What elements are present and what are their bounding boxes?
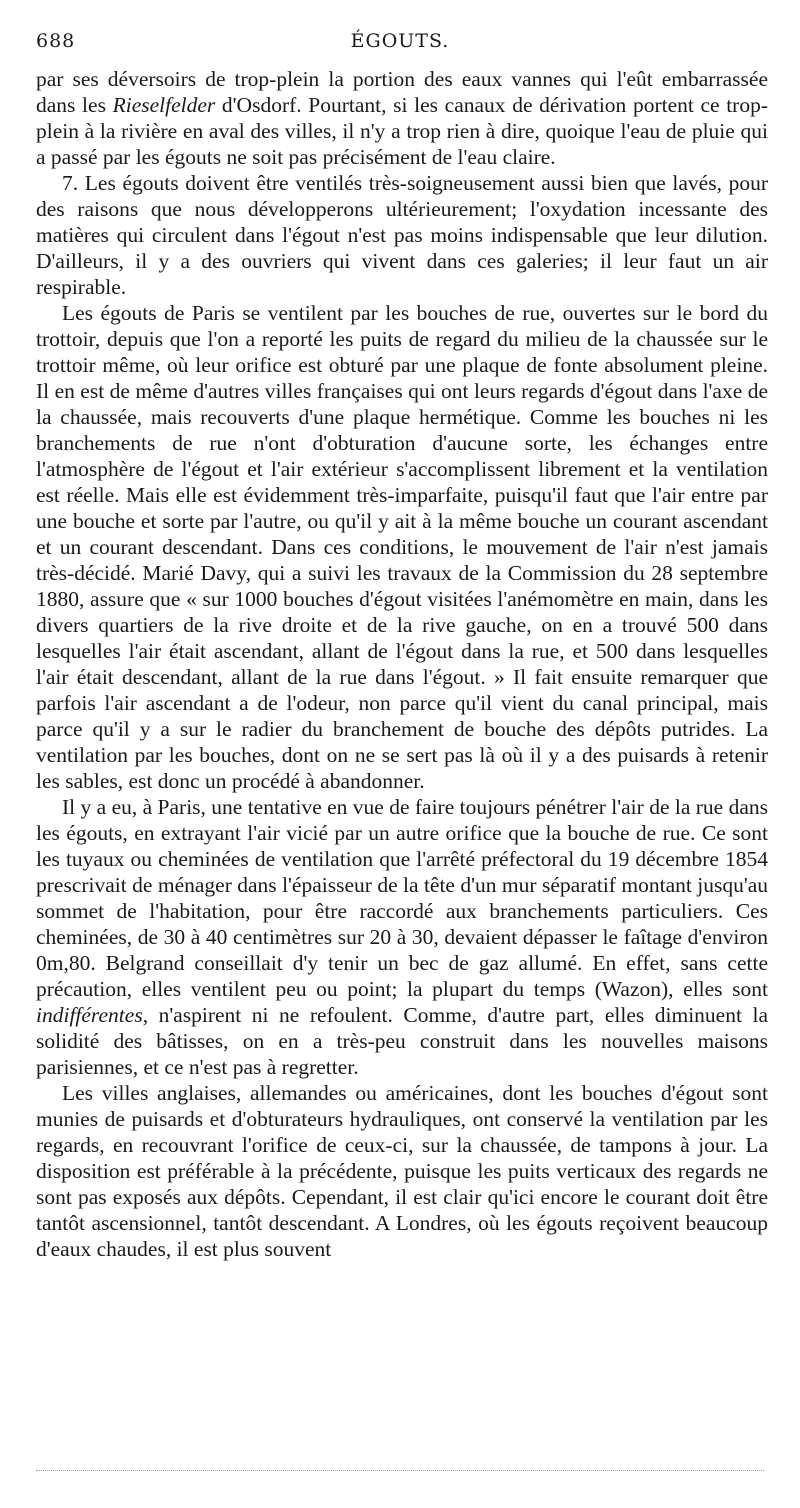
footer-dotted-rule — [36, 1470, 764, 1471]
paragraph — [36, 66, 768, 170]
italic-term: indifférentes — [36, 1003, 143, 1027]
paragraph — [36, 794, 768, 1080]
paragraph-text: par ses déversoirs de trop-plein la portion des eaux vannes qui l'eût embarrassée dans les — [36, 67, 768, 117]
paragraph — [36, 1080, 768, 1262]
paragraph-text: , n'aspirent ni ne refoulent. Comme, d'autre part, elles diminuent la solidité des bâtisses, on en a très-peu construit dans les nouvelles maisons parisiennes, et ce n'est pas à regretter. — [36, 1003, 768, 1079]
paragraph-text: 7. Les égouts doivent être ventilés très-soigneusement aussi bien que lavés, pour des raisons que nous développerons ultérieurement; l'oxydation incessante des matières qui circulent dans l'égout n'est pas moins indispensable que leur dilution. D'ailleurs, il y a des ouvriers qui vivent dans ces galeries; il leur faut un air respirable. — [36, 171, 768, 299]
paragraph-text: Les égouts de Paris se ventilent par les bouches de rue, ouvertes sur le bord du trottoir, depuis que l'on a reporté les puits de regard du milieu de la chaussée sur le trottoir même, où leur orifice est obturé par une plaque de fonte absolument pleine. Il en est de même d'autres villes françaises qui ont leurs regards d'égout dans l'axe de la chaussée, mais recouverts d'une plaque hermétique. Comme les bouches ni les branchements de rue n'ont d'obturation d'aucune sorte, les échanges entre l'atmosphère de l'égout et l'air extérieur s'accomplissent librement et la ventilation est réelle. Mais elle est évidemment très-imparfaite, puisqu'il faut que l'air entre par une bouche et sorte par l'autre, ou qu'il y ait à la même bouche un courant ascendant et un courant descendant. Dans ces conditions, le mouvement de l'air n'est jamais très-décidé. Marié Davy, qui a suivi les travaux de la Commission du 28 septembre 1880, assure que « sur 1000 bouches d'égout visitées l'anémomètre en main, dans les divers quartiers de la rive droite et de la rive gauche, on en a trouvé 500 dans lesquelles l'air était ascendant, allant de l'égout dans la rue, et 500 dans lesquelles l'air était descendant, allant de la rue dans l'égout. » Il fait ensuite remarquer que parfois l'air ascendant a de l'odeur, non parce qu'il vient du canal principal, mais parce qu'il y a sur le radier du branchement de bouche des dépôts putrides. La ventilation par les bouches, dont on ne se sert pas là où il y a des puisards à retenir les sables, est donc un procédé à abandonner. — [36, 301, 768, 793]
running-title: ÉGOUTS. — [350, 30, 450, 52]
paragraph-text: Les villes anglaises, allemandes ou américaines, dont les bouches d'égout sont munies de puisards et d'obturateurs hydrauliques, ont conservé la ventilation par les regards, en recouvrant l'orifice de ceux-ci, sur la chaussée, de tampons à jour. La disposition est préférable à la précédente, puisque les puits verticaux des regards ne sont pas exposés aux dépôts. Cependant, il est clair qu'ici encore le courant doit être tantôt ascensionnel, tantôt descendant. A Londres, où les égouts reçoivent beaucoup d'eaux chaudes, il est plus souvent — [36, 1081, 768, 1261]
page-header — [36, 30, 764, 60]
paragraph — [36, 300, 768, 794]
paragraph-text: Il y a eu, à Paris, une tentative en vue de faire toujours pénétrer l'air de la rue dans les égouts, en extrayant l'air vicié par un autre orifice que la bouche de rue. Ce sont les tuyaux ou cheminées de ventilation que l'arrêté préfectoral du 19 décembre 1854 prescrivait de ménager dans l'épaisseur de la tête d'un mur séparatif montant jusqu'au sommet de l'habitation, pour être raccordé aux branchements particuliers. Ces cheminées, de 30 à 40 centimètres sur 20 à 30, devaient dépasser le faîtage d'environ 0m,80. Belgrand conseillait d'y tenir un bec de gaz allumé. En effet, sans cette précaution, elles ventilent peu ou point; la plupart du temps (Wazon), elles sont — [36, 795, 768, 1001]
page-body — [36, 66, 768, 1262]
paragraph — [36, 170, 768, 300]
paragraph-text: d'Osdorf. Pourtant, si les canaux de dérivation portent ce trop-plein à la rivière en aval des villes, il n'y a trop rien à dire, quoique l'eau de pluie qui a passé par les égouts ne soit pas précisément de l'eau claire. — [36, 93, 769, 169]
page-number: 688 — [36, 30, 76, 52]
italic-term: Rieselfelder — [112, 93, 216, 117]
